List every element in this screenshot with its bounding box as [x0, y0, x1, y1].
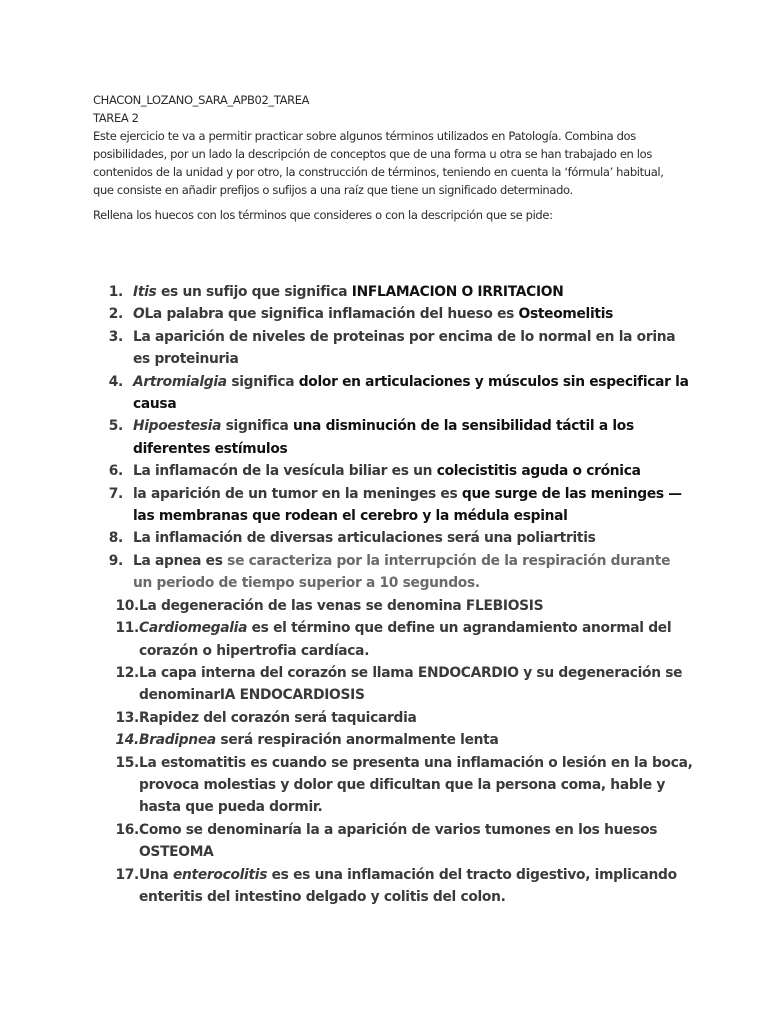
list-item-number: 8. — [108, 530, 123, 547]
text-run: Como se denominaría la a aparición de varios tumones en los huesos OSTEOMA — [139, 821, 658, 861]
list-item — [93, 819, 693, 864]
task-description: Este ejercicio te va a permitir practicar sobre algunos términos utilizados en Patología. Combina dos posibilidades, por un lado la descripción de conceptos que de una forma u otra se han trabajado en los contenidos de la unidad y por otro, la construcción de términos, teniendo en cuenta la ‘fórmula’ habitual, que consiste en añadir prefijos o sufijos a una raíz que tiene un significado determinado. — [93, 129, 664, 197]
list-item — [93, 460, 693, 482]
list-item — [93, 281, 693, 303]
text-run: La apnea es — [133, 552, 228, 569]
list-item — [93, 415, 693, 460]
text-run: colecistitis aguda o crónica — [436, 463, 641, 480]
text-run: se caracteriza por la interrupción de la respiración durante un periodo de tiempo superior a 10 segundos. — [133, 552, 671, 592]
list-item-text — [131, 483, 693, 528]
intro-block — [93, 91, 683, 224]
list-item — [93, 303, 693, 325]
text-run: La inflamación de diversas articulaciones será una poliartritis — [133, 530, 596, 547]
list-item-text — [131, 281, 693, 303]
list-item — [93, 326, 693, 371]
list-item-number: 13. — [115, 709, 139, 726]
list-item-text — [139, 617, 693, 662]
text-run: significa — [226, 373, 299, 390]
list-item — [93, 752, 693, 819]
text-run: Itis — [133, 284, 157, 300]
text-run: es es una inflamación del tracto digestivo, implicando enteritis del intestino delgado y colitis del colon. — [139, 866, 677, 905]
list-item-number: 9. — [108, 552, 123, 569]
list-item-number: 12. — [115, 664, 139, 681]
text-run: La degeneración de las venas se denomina FLEBIOSIS — [139, 597, 544, 614]
list-item-text — [131, 460, 693, 482]
list-item-text — [139, 707, 693, 729]
list-item-number: 5. — [108, 418, 123, 435]
text-run: Bradipnea — [139, 732, 216, 749]
text-run: Una — [139, 866, 173, 883]
text-run: una disminución de la sensibilidad táctil a los diferentes estímulos — [133, 418, 634, 457]
text-run: Rapidez del corazón será taquicardia — [139, 709, 417, 726]
list-item-number: 7. — [108, 485, 123, 502]
text-run: es un sufijo que significa — [156, 284, 352, 300]
text-run: es el término que define un agrandamiento anormal del corazón o hipertrofia cardíaca. — [139, 620, 672, 659]
list-item-text — [131, 550, 693, 595]
list-item-number: 11. — [115, 620, 139, 637]
list-item-text — [139, 662, 693, 707]
list-item-number: 1. — [108, 284, 123, 300]
list-item-text — [139, 595, 693, 617]
task-instruction: Rellena los huecos con los términos que consideres o con la descripción que se pide: — [93, 208, 553, 222]
list-item — [93, 707, 693, 729]
text-run: Osteomelitis — [518, 306, 614, 323]
list-item-text — [131, 371, 693, 416]
list-item — [93, 527, 693, 549]
text-run: la aparición de un tumor en la meninges es — [133, 485, 462, 502]
text-run: será respiración anormalmente lenta — [215, 732, 499, 749]
text-run: INFLAMACION O IRRITACION — [351, 284, 564, 300]
text-run: Artromialgia — [133, 373, 227, 390]
list-item — [93, 617, 693, 662]
text-run: Hipoestesia — [133, 418, 222, 435]
list-item — [93, 662, 693, 707]
text-run: que surge de las meninges —las membranas que rodean el cerebro y la médula espinal — [133, 485, 682, 525]
list-item-number: 2. — [108, 306, 123, 323]
text-run: O — [133, 306, 145, 323]
list-item-text — [139, 752, 693, 819]
list-item-number: 17. — [115, 866, 139, 883]
list-item-text — [131, 415, 693, 460]
list-item-number: 15. — [115, 754, 139, 771]
list-item-text — [139, 729, 693, 751]
task-title: TAREA 2 — [93, 111, 139, 125]
list-item-number: 6. — [108, 463, 123, 480]
text-run: La inflamacón de la vesícula biliar es un — [133, 463, 437, 480]
list-item-number: 3. — [108, 328, 123, 345]
list-item — [93, 371, 693, 416]
text-run: dolor en articulaciones y músculos sin especificar la causa — [133, 373, 689, 413]
list-item — [93, 729, 693, 751]
list-item-number: 14. — [115, 732, 139, 749]
text-run: La aparición de niveles de proteinas por encima de lo normal en la orina es proteinuria — [133, 328, 676, 368]
text-run: enterocolitis — [172, 866, 268, 883]
list-item-number: 16. — [115, 821, 139, 838]
list-item — [93, 550, 693, 595]
text-run: La palabra que significa inflamación del hueso es — [144, 306, 519, 323]
text-run: La capa interna del corazón se llama ENDOCARDIO y su degeneración se denominarIA ENDOCARDIOSIS — [139, 664, 683, 704]
list-item — [93, 483, 693, 528]
list-item-text — [131, 303, 693, 325]
list-item-text — [139, 819, 693, 864]
list-item-text — [131, 326, 693, 371]
list-item — [93, 864, 693, 909]
text-run: La estomatitis es cuando se presenta una inflamación o lesión en la boca, provoca molestias y dolor que dificultan que la persona coma, hable y hasta que pueda dormir. — [139, 754, 693, 816]
list-item — [93, 595, 693, 617]
terms-list — [93, 281, 693, 908]
list-item-number: 10. — [115, 597, 139, 614]
list-item-number: 4. — [108, 373, 123, 390]
list-item-text — [131, 527, 693, 549]
text-run: Cardiomegalia — [139, 620, 248, 637]
student-name-line: CHACON_LOZANO_SARA_APB02_TAREA — [93, 93, 310, 107]
text-run: significa — [221, 418, 294, 435]
list-item-text — [139, 864, 693, 909]
